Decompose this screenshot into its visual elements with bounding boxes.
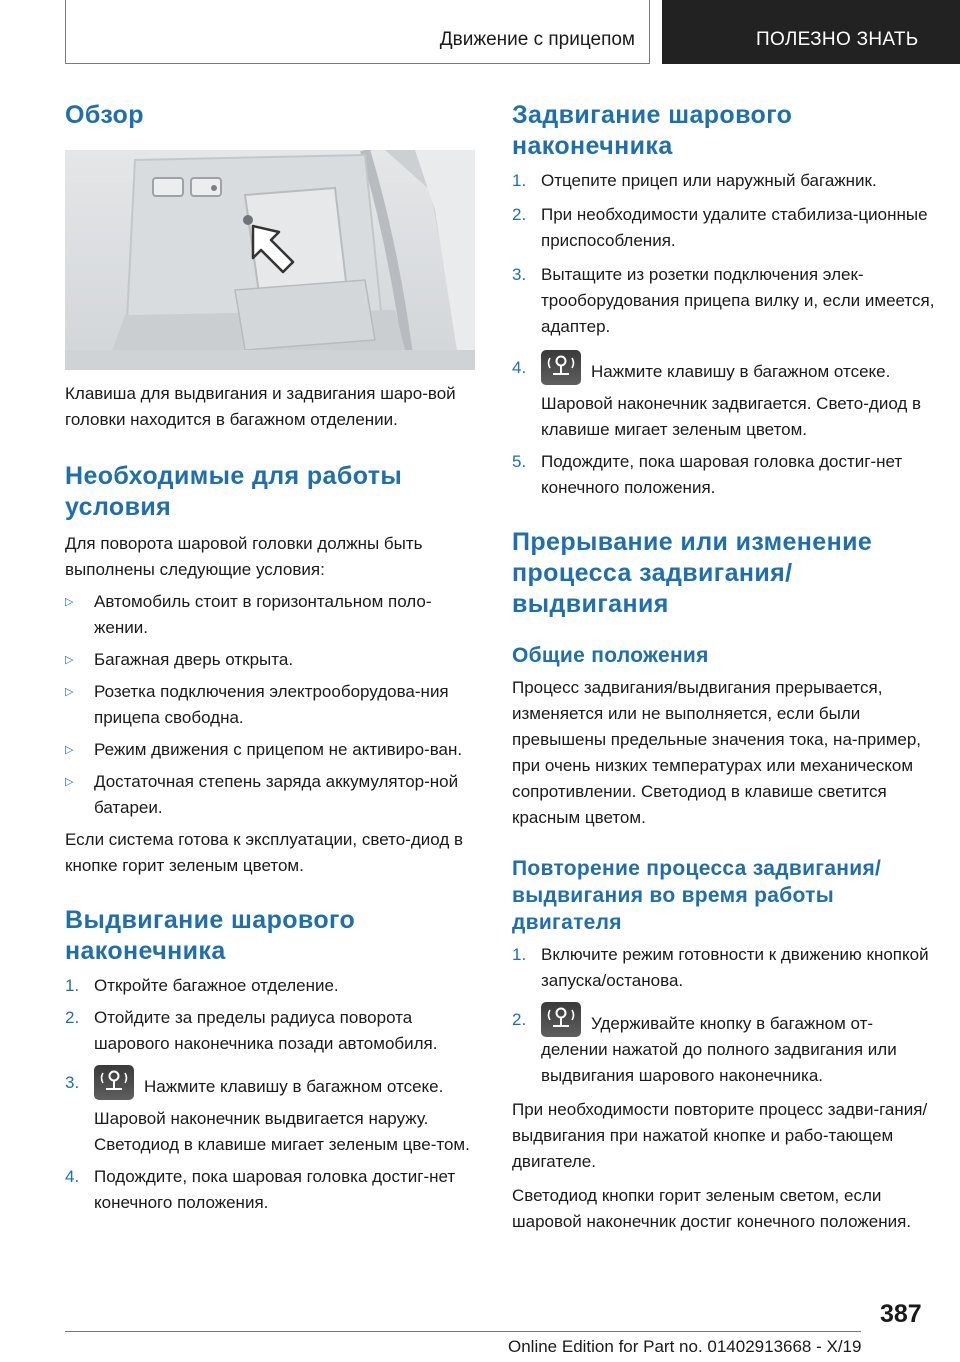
list-item (65, 647, 483, 673)
step-text: Подождите, пока шаровая головка достиг-нет конечного положения. (541, 452, 903, 497)
overview-heading: Обзор (65, 101, 144, 129)
photo-caption: Клавиша для выдвигания и задвигания шаро-вой головки находится в багажном отделении. (65, 384, 456, 429)
list-item (512, 350, 937, 443)
list-item (65, 769, 483, 821)
step-subtext: Шаровой наконечник выдвигается наружу. Светодиод в клавише мигает зеленым цве-том. (94, 1109, 470, 1154)
step-text: Нажмите клавишу в багажном отсеке. (591, 362, 891, 381)
step-number: 2. (65, 1008, 80, 1027)
step-text: Подождите, пока шаровая головка достиг-нет конечного положения. (94, 1167, 456, 1212)
footer-divider (65, 1331, 861, 1332)
list-item (512, 1002, 937, 1089)
header-category-box (662, 0, 960, 64)
step-text: Включите режим готовности к движению кнопкой запуска/останова. (541, 945, 929, 990)
step-number: 2. (512, 205, 527, 224)
ball-head-key-icon (94, 1065, 134, 1100)
triangle-right-icon: ▷ (65, 776, 74, 788)
step-text: Откройте багажное отделение. (94, 976, 339, 995)
list-item (65, 1164, 483, 1216)
requirements-list (65, 589, 483, 821)
requirements-outro: Если система готова к эксплуатации, свето-диод в кнопке горит зеленым цветом. (65, 830, 463, 875)
list-item (65, 589, 483, 641)
requirement-text: Достаточная степень заряда аккумулятор-ной батареи. (94, 772, 459, 817)
step-text: Отцепите прицеп или наружный багажник. (541, 171, 877, 190)
footer-edition: Online Edition for Part no. 01402913668 - X/19 (508, 1337, 862, 1356)
list-item (65, 1065, 483, 1158)
ball-head-key-icon (541, 1002, 581, 1037)
triangle-right-icon: ▷ (65, 654, 74, 666)
list-item (512, 942, 937, 994)
requirement-text: Режим движения с прицепом не активиро-ван. (94, 740, 463, 759)
list-item (65, 1005, 483, 1057)
step-number: 3. (65, 1073, 80, 1092)
step-text: Вытащите из розетки подключения элек-трооборудования прицепа вилку и, если имеется, адаптер. (541, 265, 935, 336)
step-number: 4. (65, 1167, 80, 1186)
step-text: Нажмите клавишу в багажном отсеке. (144, 1077, 444, 1096)
step-number: 2. (512, 1010, 527, 1029)
extend-steps (65, 973, 483, 1216)
header-section-title: Движение с прицепом (439, 29, 635, 50)
general-text: Процесс задвигания/выдвигания прерывается, изменяется или не выполняется, если были превышены предельные значения тока, на-пример, при очень низких температурах или механическом сопротивлении. Светодиод в клавише светится красным цветом. (512, 678, 922, 827)
general-heading: Общие положения (512, 644, 709, 667)
extend-heading: Выдвигание шарового наконечника (65, 906, 356, 965)
list-item (512, 202, 937, 254)
step-number: 1. (65, 976, 80, 995)
step-text: При необходимости удалите стабилиза-ционные приспособления. (541, 205, 928, 250)
list-item (512, 449, 937, 501)
step-number: 5. (512, 452, 527, 471)
triangle-right-icon: ▷ (65, 686, 74, 698)
list-item (65, 737, 483, 763)
trunk-photo-illustration (65, 150, 475, 370)
repeat-paragraph: При необходимости повторите процесс задви-гания/выдвигания при нажатой кнопке и рабо-тающем двигателе. (512, 1100, 928, 1171)
step-number: 3. (512, 265, 527, 284)
step-number: 1. (512, 945, 527, 964)
retract-steps (512, 168, 937, 501)
interrupt-heading: Прерывание или изменение процесса задвигания/выдвигания (512, 528, 873, 618)
repeat-steps (512, 942, 937, 1089)
retract-heading: Задвигание шарового наконечника (512, 101, 793, 160)
header-section-box (65, 0, 650, 64)
step-number: 4. (512, 358, 527, 377)
step-subtext: Шаровой наконечник задвигается. Свето-диод в клавише мигает зеленым цветом. (541, 394, 922, 439)
requirement-text: Автомобиль стоит в горизонтальном поло-жении. (94, 592, 432, 637)
list-item (512, 168, 937, 194)
list-item (65, 973, 483, 999)
step-text: Отойдите за пределы радиуса поворота шарового наконечника позади автомобиля. (94, 1008, 438, 1053)
step-number: 1. (512, 171, 527, 190)
requirement-text: Розетка подключения электрооборудова-ния прицепа свободна. (94, 682, 449, 727)
repeat-paragraph: Светодиод кнопки горит зеленым светом, если шаровой наконечник достиг конечного положения. (512, 1186, 912, 1231)
trunk-key-photo (65, 150, 475, 370)
step-text: Удерживайте кнопку в багажном от-делении нажатой до полного задвигания или выдвигания шарового наконечника. (541, 1014, 897, 1085)
repeat-heading: Повторение процесса задвигания/выдвигания во время работы двигателя (512, 857, 882, 934)
list-item (512, 262, 937, 340)
left-column (65, 100, 483, 1216)
list-item (65, 679, 483, 731)
triangle-right-icon: ▷ (65, 596, 74, 608)
triangle-right-icon: ▷ (65, 744, 74, 756)
ball-head-key-icon (541, 350, 581, 385)
header-category-title: ПОЛЕЗНО ЗНАТЬ (756, 29, 919, 50)
requirements-heading: Необходимые для работы условия (65, 462, 403, 521)
requirements-intro: Для поворота шаровой головки должны быть выполнены следующие условия: (65, 534, 423, 579)
requirement-text: Багажная дверь открыта. (94, 650, 294, 669)
right-column (512, 100, 937, 1235)
page-number: 387 (880, 1300, 922, 1328)
